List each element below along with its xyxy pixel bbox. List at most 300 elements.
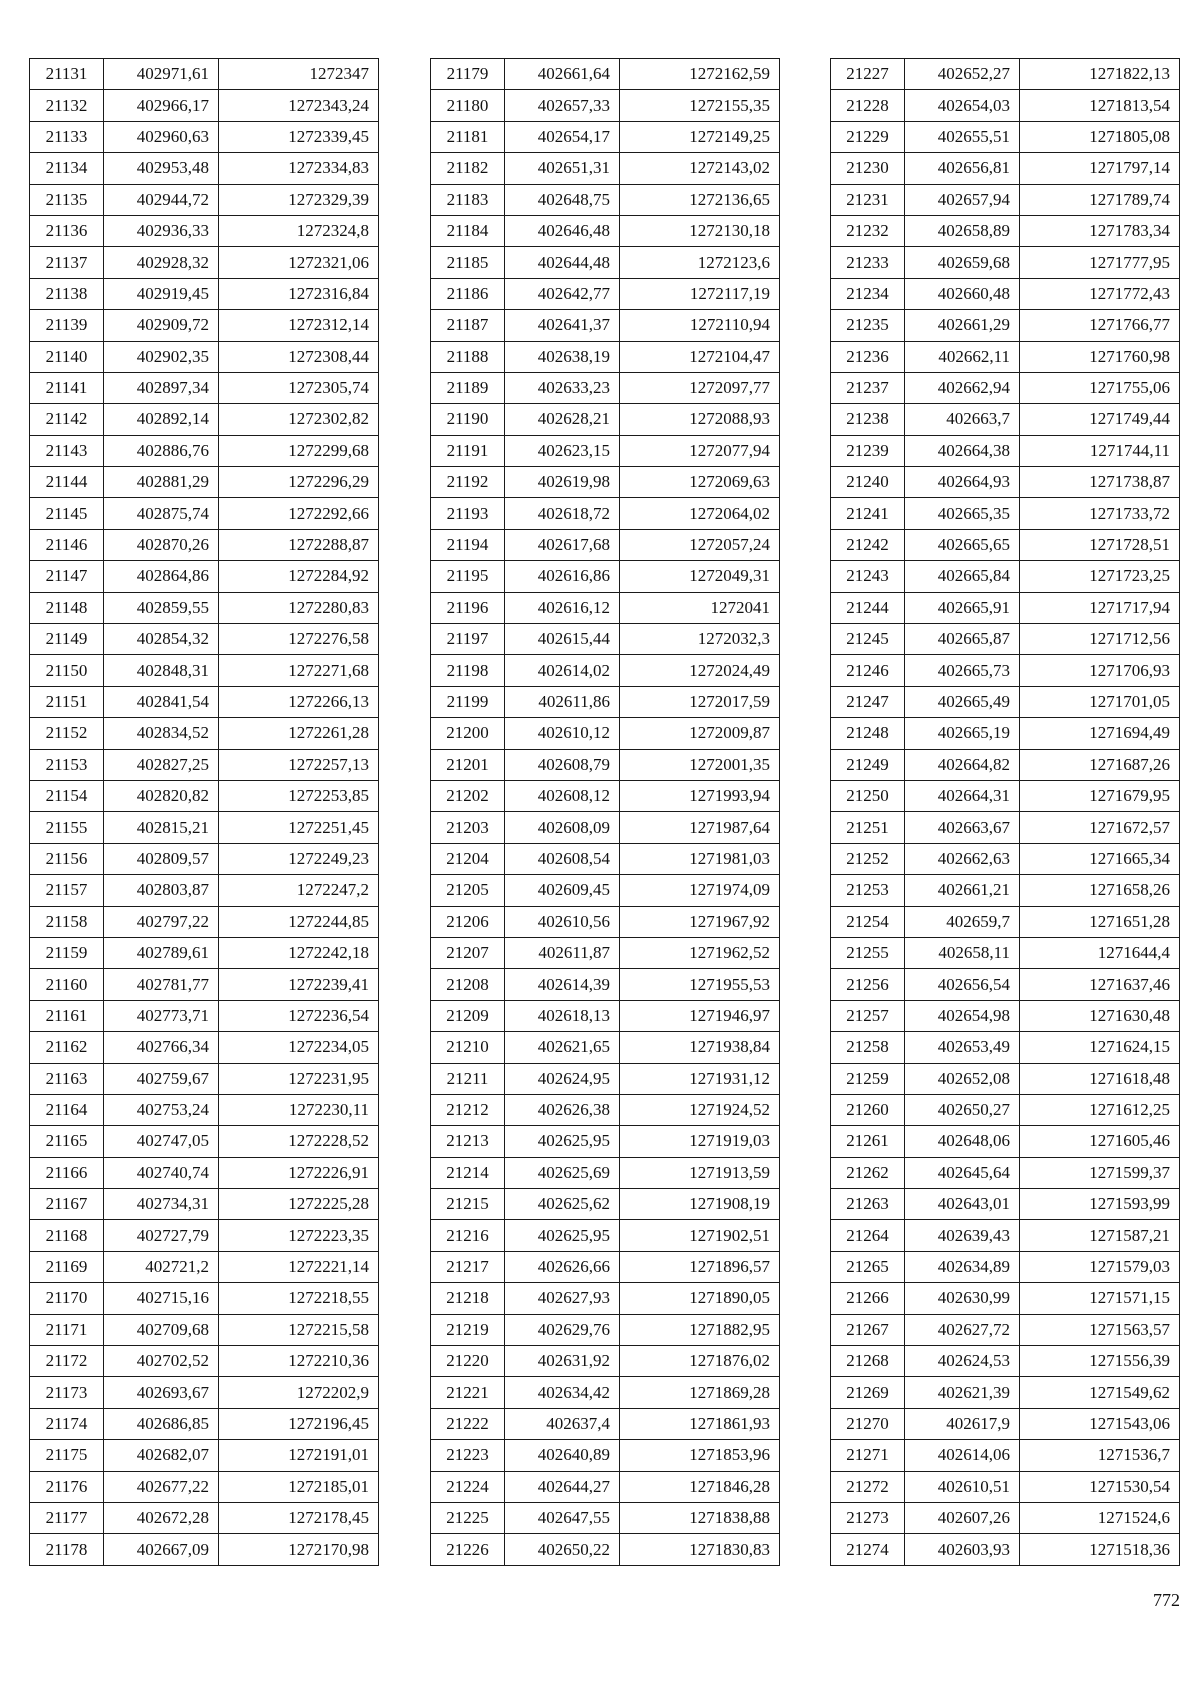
y-coordinate-cell: 1272110,94 [620, 310, 780, 341]
y-coordinate-cell: 1272257,13 [219, 749, 379, 780]
point-number-cell: 21221 [431, 1377, 505, 1408]
x-coordinate-cell: 402665,91 [905, 592, 1020, 623]
table-row [831, 1251, 1180, 1282]
table-row [30, 1440, 379, 1471]
x-coordinate-cell: 402642,77 [505, 278, 620, 309]
y-coordinate-cell: 1272001,35 [620, 749, 780, 780]
x-coordinate-cell: 402665,19 [905, 718, 1020, 749]
x-coordinate-cell: 402966,17 [104, 90, 219, 121]
x-coordinate-cell: 402625,95 [505, 1220, 620, 1251]
y-coordinate-cell: 1271783,34 [1020, 215, 1180, 246]
x-coordinate-cell: 402875,74 [104, 498, 219, 529]
x-coordinate-cell: 402897,34 [104, 372, 219, 403]
y-coordinate-cell: 1271838,88 [620, 1502, 780, 1533]
table-row [30, 1408, 379, 1439]
point-number-cell: 21134 [30, 153, 104, 184]
table-row [831, 780, 1180, 811]
point-number-cell: 21218 [431, 1283, 505, 1314]
y-coordinate-cell: 1271679,95 [1020, 780, 1180, 811]
x-coordinate-cell: 402753,24 [104, 1094, 219, 1125]
y-coordinate-cell: 1271974,09 [620, 875, 780, 906]
x-coordinate-cell: 402870,26 [104, 529, 219, 560]
table-row [431, 1251, 780, 1282]
y-coordinate-cell: 1272280,83 [219, 592, 379, 623]
x-coordinate-cell: 402682,07 [104, 1440, 219, 1471]
point-number-cell: 21273 [831, 1502, 905, 1533]
point-number-cell: 21186 [431, 278, 505, 309]
point-number-cell: 21131 [30, 59, 104, 90]
page-number: 772 [1153, 1590, 1180, 1610]
y-coordinate-cell: 1271672,57 [1020, 812, 1180, 843]
y-coordinate-cell: 1271556,39 [1020, 1346, 1180, 1377]
y-coordinate-cell: 1271766,77 [1020, 310, 1180, 341]
x-coordinate-cell: 402665,73 [905, 655, 1020, 686]
x-coordinate-cell: 402663,67 [905, 812, 1020, 843]
point-number-cell: 21258 [831, 1032, 905, 1063]
x-coordinate-cell: 402827,25 [104, 749, 219, 780]
table-row [831, 875, 1180, 906]
y-coordinate-cell: 1272155,35 [620, 90, 780, 121]
x-coordinate-cell: 402667,09 [104, 1534, 219, 1565]
point-number-cell: 21261 [831, 1126, 905, 1157]
point-number-cell: 21255 [831, 937, 905, 968]
table-row [431, 1000, 780, 1031]
y-coordinate-cell: 1272032,3 [620, 624, 780, 655]
x-coordinate-cell: 402936,33 [104, 215, 219, 246]
y-coordinate-cell: 1271599,37 [1020, 1157, 1180, 1188]
point-number-cell: 21247 [831, 686, 905, 717]
point-number-cell: 21150 [30, 655, 104, 686]
point-number-cell: 21153 [30, 749, 104, 780]
y-coordinate-cell: 1271853,96 [620, 1440, 780, 1471]
x-coordinate-cell: 402652,08 [905, 1063, 1020, 1094]
point-number-cell: 21270 [831, 1408, 905, 1439]
x-coordinate-cell: 402617,68 [505, 529, 620, 560]
y-coordinate-cell: 1271813,54 [1020, 90, 1180, 121]
y-coordinate-cell: 1271712,56 [1020, 624, 1180, 655]
point-number-cell: 21236 [831, 341, 905, 372]
table-row [30, 278, 379, 309]
point-number-cell: 21209 [431, 1000, 505, 1031]
x-coordinate-cell: 402677,22 [104, 1471, 219, 1502]
point-number-cell: 21157 [30, 875, 104, 906]
table-row [431, 686, 780, 717]
point-number-cell: 21254 [831, 906, 905, 937]
point-number-cell: 21230 [831, 153, 905, 184]
x-coordinate-cell: 402608,09 [505, 812, 620, 843]
table-row [30, 1502, 379, 1533]
x-coordinate-cell: 402759,67 [104, 1063, 219, 1094]
point-number-cell: 21245 [831, 624, 905, 655]
table-row [431, 247, 780, 278]
table-row [831, 1346, 1180, 1377]
table-row [431, 1157, 780, 1188]
point-number-cell: 21244 [831, 592, 905, 623]
y-coordinate-cell: 1271665,34 [1020, 843, 1180, 874]
table-row [431, 341, 780, 372]
table-row [831, 372, 1180, 403]
y-coordinate-cell: 1271967,92 [620, 906, 780, 937]
y-coordinate-cell: 1271913,59 [620, 1157, 780, 1188]
point-number-cell: 21232 [831, 215, 905, 246]
point-number-cell: 21154 [30, 780, 104, 811]
point-number-cell: 21139 [30, 310, 104, 341]
point-number-cell: 21227 [831, 59, 905, 90]
point-number-cell: 21145 [30, 498, 104, 529]
table-row [30, 749, 379, 780]
point-number-cell: 21206 [431, 906, 505, 937]
table-row [431, 561, 780, 592]
point-number-cell: 21234 [831, 278, 905, 309]
point-number-cell: 21259 [831, 1063, 905, 1094]
x-coordinate-cell: 402709,68 [104, 1314, 219, 1345]
y-coordinate-cell: 1272288,87 [219, 529, 379, 560]
y-coordinate-cell: 1271728,51 [1020, 529, 1180, 560]
table-row [30, 1094, 379, 1125]
table-row [831, 184, 1180, 215]
point-number-cell: 21197 [431, 624, 505, 655]
table-row [431, 215, 780, 246]
x-coordinate-cell: 402665,87 [905, 624, 1020, 655]
point-number-cell: 21256 [831, 969, 905, 1000]
y-coordinate-cell: 1271536,7 [1020, 1440, 1180, 1471]
y-coordinate-cell: 1272196,45 [219, 1408, 379, 1439]
coordinate-table-3 [830, 58, 1180, 1566]
point-number-cell: 21215 [431, 1189, 505, 1220]
point-number-cell: 21147 [30, 561, 104, 592]
point-number-cell: 21242 [831, 529, 905, 560]
x-coordinate-cell: 402665,84 [905, 561, 1020, 592]
y-coordinate-cell: 1272239,41 [219, 969, 379, 1000]
x-coordinate-cell: 402841,54 [104, 686, 219, 717]
y-coordinate-cell: 1271587,21 [1020, 1220, 1180, 1251]
table-row [831, 686, 1180, 717]
y-coordinate-cell: 1271524,6 [1020, 1502, 1180, 1533]
y-coordinate-cell: 1272343,24 [219, 90, 379, 121]
x-coordinate-cell: 402639,43 [905, 1220, 1020, 1251]
table-row [30, 59, 379, 90]
point-number-cell: 21177 [30, 1502, 104, 1533]
x-coordinate-cell: 402656,81 [905, 153, 1020, 184]
y-coordinate-cell: 1272185,01 [219, 1471, 379, 1502]
point-number-cell: 21219 [431, 1314, 505, 1345]
table-row [431, 1063, 780, 1094]
x-coordinate-cell: 402654,98 [905, 1000, 1020, 1031]
table-row [831, 592, 1180, 623]
point-number-cell: 21265 [831, 1251, 905, 1282]
table-row [30, 592, 379, 623]
y-coordinate-cell: 1272230,11 [219, 1094, 379, 1125]
table-row [431, 937, 780, 968]
x-coordinate-cell: 402621,39 [905, 1377, 1020, 1408]
coordinate-table-2 [430, 58, 780, 1566]
point-number-cell: 21133 [30, 121, 104, 152]
point-number-cell: 21222 [431, 1408, 505, 1439]
y-coordinate-cell: 1271687,26 [1020, 749, 1180, 780]
table-row [431, 1283, 780, 1314]
point-number-cell: 21193 [431, 498, 505, 529]
y-coordinate-cell: 1271549,62 [1020, 1377, 1180, 1408]
point-number-cell: 21191 [431, 435, 505, 466]
x-coordinate-cell: 402610,51 [905, 1471, 1020, 1502]
point-number-cell: 21216 [431, 1220, 505, 1251]
x-coordinate-cell: 402686,85 [104, 1408, 219, 1439]
x-coordinate-cell: 402618,13 [505, 1000, 620, 1031]
y-coordinate-cell: 1272347 [219, 59, 379, 90]
table-row [30, 624, 379, 655]
y-coordinate-cell: 1272284,92 [219, 561, 379, 592]
point-number-cell: 21243 [831, 561, 905, 592]
x-coordinate-cell: 402603,93 [905, 1534, 1020, 1565]
table-row [30, 1126, 379, 1157]
table-row [431, 498, 780, 529]
x-coordinate-cell: 402629,76 [505, 1314, 620, 1345]
table-row [30, 404, 379, 435]
y-coordinate-cell: 1271760,98 [1020, 341, 1180, 372]
table-row [431, 1440, 780, 1471]
y-coordinate-cell: 1271755,06 [1020, 372, 1180, 403]
point-number-cell: 21253 [831, 875, 905, 906]
y-coordinate-cell: 1272049,31 [620, 561, 780, 592]
x-coordinate-cell: 402659,68 [905, 247, 1020, 278]
table-row [30, 937, 379, 968]
table-row [831, 1063, 1180, 1094]
y-coordinate-cell: 1272069,63 [620, 467, 780, 498]
x-coordinate-cell: 402630,99 [905, 1283, 1020, 1314]
x-coordinate-cell: 402662,94 [905, 372, 1020, 403]
table-row [431, 812, 780, 843]
point-number-cell: 21204 [431, 843, 505, 874]
y-coordinate-cell: 1271630,48 [1020, 1000, 1180, 1031]
point-number-cell: 21178 [30, 1534, 104, 1565]
y-coordinate-cell: 1272017,59 [620, 686, 780, 717]
table-row [831, 718, 1180, 749]
table-row [30, 529, 379, 560]
table-row [831, 624, 1180, 655]
point-number-cell: 21251 [831, 812, 905, 843]
table-row [831, 310, 1180, 341]
x-coordinate-cell: 402665,65 [905, 529, 1020, 560]
x-coordinate-cell: 402616,12 [505, 592, 620, 623]
x-coordinate-cell: 402634,42 [505, 1377, 620, 1408]
x-coordinate-cell: 402650,27 [905, 1094, 1020, 1125]
y-coordinate-cell: 1272077,94 [620, 435, 780, 466]
point-number-cell: 21200 [431, 718, 505, 749]
y-coordinate-cell: 1272097,77 [620, 372, 780, 403]
table-row [30, 184, 379, 215]
point-number-cell: 21224 [431, 1471, 505, 1502]
table-row [831, 561, 1180, 592]
table-row [831, 906, 1180, 937]
y-coordinate-cell: 1271658,26 [1020, 875, 1180, 906]
x-coordinate-cell: 402614,06 [905, 1440, 1020, 1471]
x-coordinate-cell: 402661,21 [905, 875, 1020, 906]
x-coordinate-cell: 402644,27 [505, 1471, 620, 1502]
x-coordinate-cell: 402651,31 [505, 153, 620, 184]
table-row [431, 184, 780, 215]
x-coordinate-cell: 402672,28 [104, 1502, 219, 1533]
point-number-cell: 21223 [431, 1440, 505, 1471]
y-coordinate-cell: 1272064,02 [620, 498, 780, 529]
point-number-cell: 21192 [431, 467, 505, 498]
x-coordinate-cell: 402815,21 [104, 812, 219, 843]
point-number-cell: 21266 [831, 1283, 905, 1314]
table-row [30, 655, 379, 686]
y-coordinate-cell: 1272221,14 [219, 1251, 379, 1282]
point-number-cell: 21257 [831, 1000, 905, 1031]
y-coordinate-cell: 1271749,44 [1020, 404, 1180, 435]
coordinate-table-body [30, 59, 379, 1566]
y-coordinate-cell: 1271908,19 [620, 1189, 780, 1220]
y-coordinate-cell: 1271805,08 [1020, 121, 1180, 152]
y-coordinate-cell: 1272210,36 [219, 1346, 379, 1377]
table-row [831, 1502, 1180, 1533]
y-coordinate-cell: 1272215,58 [219, 1314, 379, 1345]
point-number-cell: 21262 [831, 1157, 905, 1188]
point-number-cell: 21239 [831, 435, 905, 466]
table-row [30, 1534, 379, 1565]
point-number-cell: 21237 [831, 372, 905, 403]
y-coordinate-cell: 1271518,36 [1020, 1534, 1180, 1565]
table-row [831, 247, 1180, 278]
point-number-cell: 21184 [431, 215, 505, 246]
point-number-cell: 21208 [431, 969, 505, 1000]
point-number-cell: 21132 [30, 90, 104, 121]
y-coordinate-cell: 1271822,13 [1020, 59, 1180, 90]
table-row [431, 90, 780, 121]
x-coordinate-cell: 402624,95 [505, 1063, 620, 1094]
x-coordinate-cell: 402621,65 [505, 1032, 620, 1063]
coordinate-table-body [831, 59, 1180, 1566]
x-coordinate-cell: 402773,71 [104, 1000, 219, 1031]
x-coordinate-cell: 402646,48 [505, 215, 620, 246]
x-coordinate-cell: 402693,67 [104, 1377, 219, 1408]
y-coordinate-cell: 1271861,93 [620, 1408, 780, 1439]
table-row [831, 1377, 1180, 1408]
table-row [431, 153, 780, 184]
y-coordinate-cell: 1272178,45 [219, 1502, 379, 1533]
table-row [431, 906, 780, 937]
point-number-cell: 21195 [431, 561, 505, 592]
x-coordinate-cell: 402664,31 [905, 780, 1020, 811]
x-coordinate-cell: 402619,98 [505, 467, 620, 498]
y-coordinate-cell: 1272104,47 [620, 341, 780, 372]
x-coordinate-cell: 402647,55 [505, 1502, 620, 1533]
y-coordinate-cell: 1271624,15 [1020, 1032, 1180, 1063]
point-number-cell: 21271 [831, 1440, 905, 1471]
table-row [831, 1408, 1180, 1439]
x-coordinate-cell: 402654,17 [505, 121, 620, 152]
point-number-cell: 21269 [831, 1377, 905, 1408]
table-row [431, 1377, 780, 1408]
table-row [30, 1000, 379, 1031]
table-row [30, 718, 379, 749]
x-coordinate-cell: 402909,72 [104, 310, 219, 341]
y-coordinate-cell: 1272249,23 [219, 843, 379, 874]
point-number-cell: 21238 [831, 404, 905, 435]
x-coordinate-cell: 402803,87 [104, 875, 219, 906]
point-number-cell: 21166 [30, 1157, 104, 1188]
y-coordinate-cell: 1272253,85 [219, 780, 379, 811]
point-number-cell: 21174 [30, 1408, 104, 1439]
y-coordinate-cell: 1272162,59 [620, 59, 780, 90]
table-row [431, 404, 780, 435]
x-coordinate-cell: 402643,01 [905, 1189, 1020, 1220]
point-number-cell: 21160 [30, 969, 104, 1000]
point-number-cell: 21231 [831, 184, 905, 215]
x-coordinate-cell: 402648,75 [505, 184, 620, 215]
table-row [831, 1220, 1180, 1251]
table-row [431, 121, 780, 152]
point-number-cell: 21274 [831, 1534, 905, 1565]
point-number-cell: 21176 [30, 1471, 104, 1502]
x-coordinate-cell: 402638,19 [505, 341, 620, 372]
point-number-cell: 21163 [30, 1063, 104, 1094]
x-coordinate-cell: 402781,77 [104, 969, 219, 1000]
y-coordinate-cell: 1271651,28 [1020, 906, 1180, 937]
x-coordinate-cell: 402715,16 [104, 1283, 219, 1314]
y-coordinate-cell: 1271797,14 [1020, 153, 1180, 184]
x-coordinate-cell: 402928,32 [104, 247, 219, 278]
table-row [431, 529, 780, 560]
y-coordinate-cell: 1271924,52 [620, 1094, 780, 1125]
table-row [831, 529, 1180, 560]
table-row [431, 749, 780, 780]
x-coordinate-cell: 402634,89 [905, 1251, 1020, 1282]
table-row [831, 215, 1180, 246]
y-coordinate-cell: 1272136,65 [620, 184, 780, 215]
y-coordinate-cell: 1272225,28 [219, 1189, 379, 1220]
y-coordinate-cell: 1271605,46 [1020, 1126, 1180, 1157]
table-row [431, 1189, 780, 1220]
y-coordinate-cell: 1271706,93 [1020, 655, 1180, 686]
table-row [431, 310, 780, 341]
x-coordinate-cell: 402608,54 [505, 843, 620, 874]
table-row [30, 906, 379, 937]
y-coordinate-cell: 1271876,02 [620, 1346, 780, 1377]
x-coordinate-cell: 402644,48 [505, 247, 620, 278]
x-coordinate-cell: 402627,72 [905, 1314, 1020, 1345]
point-number-cell: 21143 [30, 435, 104, 466]
y-coordinate-cell: 1271882,95 [620, 1314, 780, 1345]
point-number-cell: 21161 [30, 1000, 104, 1031]
y-coordinate-cell: 1271717,94 [1020, 592, 1180, 623]
y-coordinate-cell: 1272130,18 [620, 215, 780, 246]
x-coordinate-cell: 402617,9 [905, 1408, 1020, 1439]
x-coordinate-cell: 402740,74 [104, 1157, 219, 1188]
table-row [831, 153, 1180, 184]
table-row [30, 372, 379, 403]
table-row [30, 341, 379, 372]
x-coordinate-cell: 402747,05 [104, 1126, 219, 1157]
table-row [30, 1346, 379, 1377]
table-row [831, 1032, 1180, 1063]
table-row [831, 467, 1180, 498]
x-coordinate-cell: 402734,31 [104, 1189, 219, 1220]
y-coordinate-cell: 1271789,74 [1020, 184, 1180, 215]
x-coordinate-cell: 402789,61 [104, 937, 219, 968]
point-number-cell: 21201 [431, 749, 505, 780]
x-coordinate-cell: 402859,55 [104, 592, 219, 623]
y-coordinate-cell: 1271694,49 [1020, 718, 1180, 749]
point-number-cell: 21141 [30, 372, 104, 403]
x-coordinate-cell: 402960,63 [104, 121, 219, 152]
point-number-cell: 21212 [431, 1094, 505, 1125]
x-coordinate-cell: 402721,2 [104, 1251, 219, 1282]
y-coordinate-cell: 1271701,05 [1020, 686, 1180, 717]
table-row [831, 1283, 1180, 1314]
x-coordinate-cell: 402657,33 [505, 90, 620, 121]
